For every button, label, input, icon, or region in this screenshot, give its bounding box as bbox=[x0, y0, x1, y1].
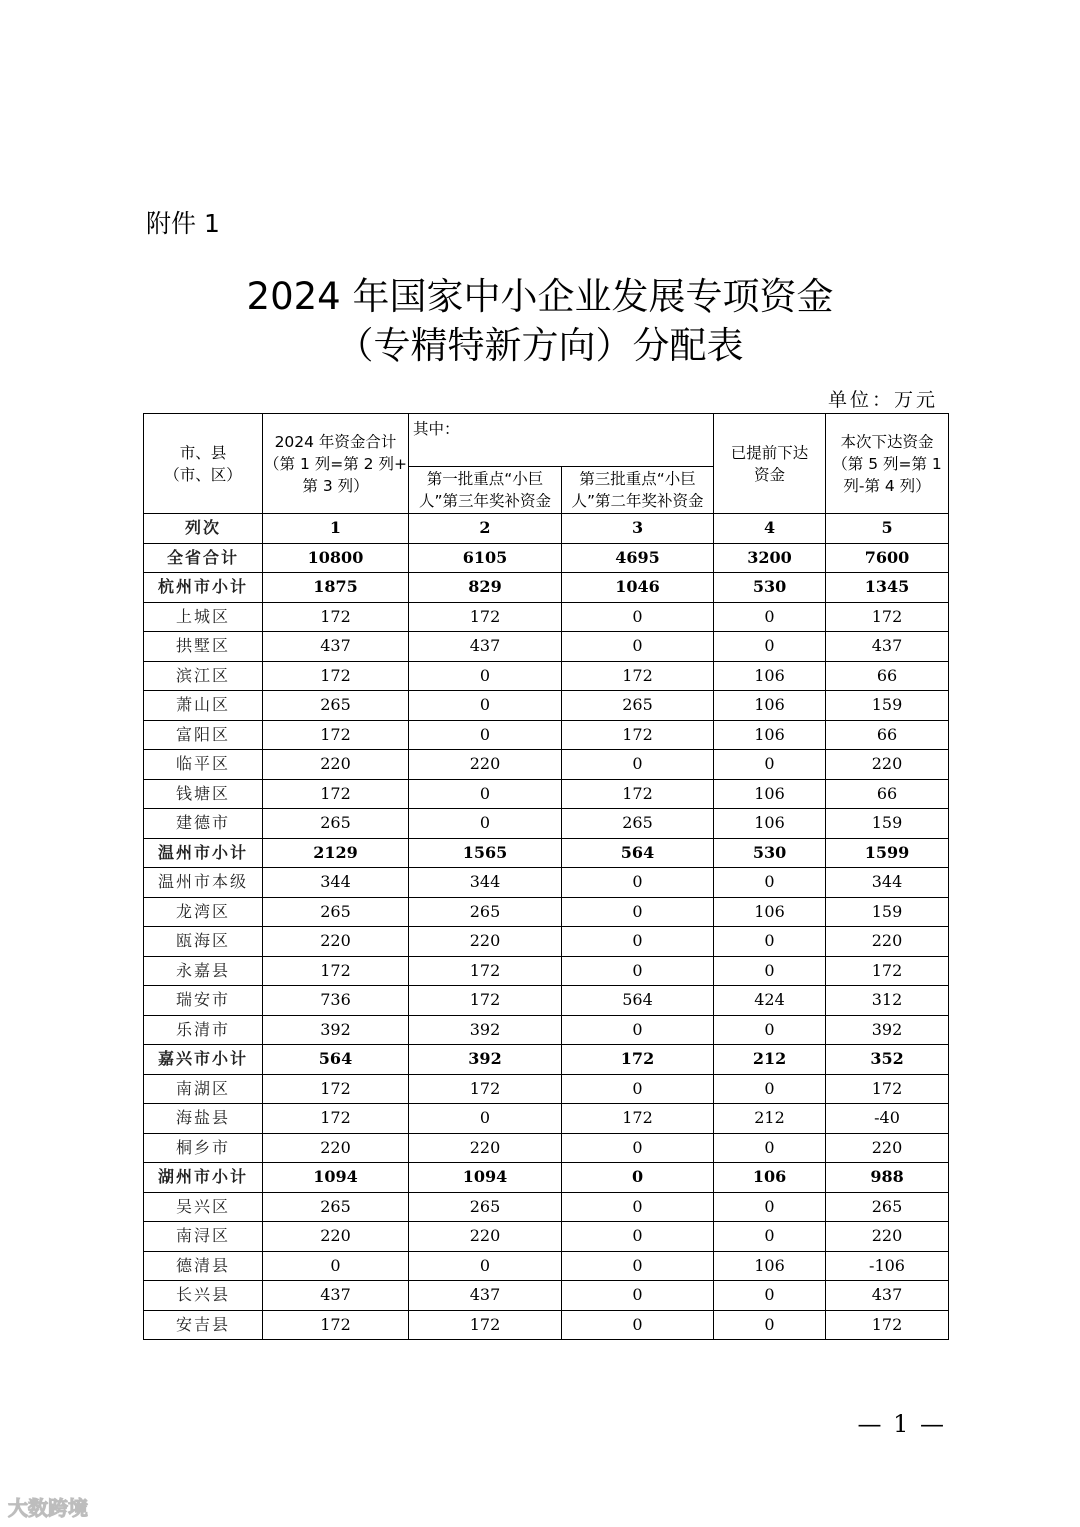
header-col1: 2024 年资金合计 （第 1 列=第 2 列+ 第 3 列） bbox=[263, 414, 409, 514]
document-title-line2: （专精特新方向）分配表 bbox=[336, 324, 744, 367]
table-row bbox=[144, 1281, 949, 1311]
table-row bbox=[144, 720, 949, 750]
page-number: — 1 — bbox=[857, 1410, 946, 1438]
value-cell-col1: 220 bbox=[263, 1222, 409, 1252]
attachment-label: 附件 1 bbox=[146, 209, 220, 238]
value-cell-col5: 1345 bbox=[826, 573, 949, 603]
value-cell-col4: 212 bbox=[714, 1104, 826, 1134]
value-cell-col5: 7600 bbox=[826, 543, 949, 573]
value-cell-col4: 0 bbox=[714, 1192, 826, 1222]
value-cell-col1: 437 bbox=[263, 1281, 409, 1311]
value-cell-col2: 220 bbox=[409, 1222, 562, 1252]
unit-label: 单位：万元 bbox=[827, 389, 938, 411]
value-cell-col1: 265 bbox=[263, 809, 409, 839]
region-name: 滨江区 bbox=[144, 661, 263, 691]
value-cell-col4: 106 bbox=[714, 720, 826, 750]
value-cell-col4: 0 bbox=[714, 602, 826, 632]
value-cell-col4: 106 bbox=[714, 1163, 826, 1193]
region-name: 瑞安市 bbox=[144, 986, 263, 1016]
value-cell-col3: 0 bbox=[562, 750, 714, 780]
value-cell-col5: 265 bbox=[826, 1192, 949, 1222]
value-cell-col5: 66 bbox=[826, 720, 949, 750]
value-cell-col1: 392 bbox=[263, 1015, 409, 1045]
value-cell-col2: 172 bbox=[409, 602, 562, 632]
region-name: 萧山区 bbox=[144, 691, 263, 721]
value-cell-col5: -106 bbox=[826, 1251, 949, 1281]
value-cell-col5: 159 bbox=[826, 809, 949, 839]
value-cell-col1: 736 bbox=[263, 986, 409, 1016]
table-row bbox=[144, 573, 949, 603]
region-name: 瓯海区 bbox=[144, 927, 263, 957]
value-cell-col4: 106 bbox=[714, 1251, 826, 1281]
value-cell-col4: 0 bbox=[714, 1015, 826, 1045]
value-cell-col3: 265 bbox=[562, 809, 714, 839]
value-cell-col1: 220 bbox=[263, 927, 409, 957]
table-row bbox=[144, 543, 949, 573]
region-name: 桐乡市 bbox=[144, 1133, 263, 1163]
value-cell-col5: 172 bbox=[826, 1310, 949, 1340]
value-cell-col3: 4695 bbox=[562, 543, 714, 573]
value-cell-col2: 0 bbox=[409, 809, 562, 839]
value-cell-col5: 392 bbox=[826, 1015, 949, 1045]
value-cell-col2: 0 bbox=[409, 1104, 562, 1134]
table-row bbox=[144, 1192, 949, 1222]
value-cell-col5: 988 bbox=[826, 1163, 949, 1193]
value-cell-col2: 0 bbox=[409, 720, 562, 750]
value-cell-col2: 392 bbox=[409, 1045, 562, 1075]
value-cell-col3: 172 bbox=[562, 1045, 714, 1075]
value-cell-col5: 172 bbox=[826, 602, 949, 632]
table-row bbox=[144, 779, 949, 809]
value-cell-col4: 0 bbox=[714, 927, 826, 957]
index-cell: 2 bbox=[409, 514, 562, 544]
value-cell-col2: 0 bbox=[409, 1251, 562, 1281]
region-name: 建德市 bbox=[144, 809, 263, 839]
header-qizhong: 其中： bbox=[409, 414, 714, 467]
value-cell-col1: 220 bbox=[263, 1133, 409, 1163]
value-cell-col1: 172 bbox=[263, 661, 409, 691]
value-cell-col5: 172 bbox=[826, 956, 949, 986]
table-row bbox=[144, 1222, 949, 1252]
value-cell-col2: 344 bbox=[409, 868, 562, 898]
value-cell-col2: 0 bbox=[409, 691, 562, 721]
value-cell-col4: 3200 bbox=[714, 543, 826, 573]
value-cell-col3: 0 bbox=[562, 1074, 714, 1104]
value-cell-col2: 265 bbox=[409, 1192, 562, 1222]
value-cell-col4: 0 bbox=[714, 868, 826, 898]
value-cell-col5: 172 bbox=[826, 1074, 949, 1104]
table-body bbox=[144, 543, 949, 1340]
region-name: 海盐县 bbox=[144, 1104, 263, 1134]
value-cell-col4: 106 bbox=[714, 779, 826, 809]
value-cell-col2: 437 bbox=[409, 1281, 562, 1311]
value-cell-col2: 220 bbox=[409, 927, 562, 957]
table-row bbox=[144, 1104, 949, 1134]
value-cell-col2: 172 bbox=[409, 1310, 562, 1340]
table-row bbox=[144, 956, 949, 986]
value-cell-col2: 829 bbox=[409, 573, 562, 603]
region-name: 温州市本级 bbox=[144, 868, 263, 898]
value-cell-col5: 352 bbox=[826, 1045, 949, 1075]
watermark-logo: 大数跨境 bbox=[8, 1496, 88, 1520]
value-cell-col1: 172 bbox=[263, 779, 409, 809]
region-name: 富阳区 bbox=[144, 720, 263, 750]
value-cell-col2: 1565 bbox=[409, 838, 562, 868]
document-title-line1: 2024 年国家中小企业发展专项资金 bbox=[246, 275, 834, 318]
value-cell-col3: 0 bbox=[562, 1192, 714, 1222]
region-name: 上城区 bbox=[144, 602, 263, 632]
value-cell-col5: 220 bbox=[826, 1222, 949, 1252]
index-cell: 1 bbox=[263, 514, 409, 544]
index-cell: 列次 bbox=[144, 514, 263, 544]
value-cell-col4: 0 bbox=[714, 956, 826, 986]
value-cell-col2: 1094 bbox=[409, 1163, 562, 1193]
region-name: 临平区 bbox=[144, 750, 263, 780]
value-cell-col5: -40 bbox=[826, 1104, 949, 1134]
value-cell-col4: 0 bbox=[714, 1074, 826, 1104]
value-cell-col1: 265 bbox=[263, 897, 409, 927]
value-cell-col4: 106 bbox=[714, 691, 826, 721]
value-cell-col4: 212 bbox=[714, 1045, 826, 1075]
value-cell-col1: 564 bbox=[263, 1045, 409, 1075]
value-cell-col1: 172 bbox=[263, 1104, 409, 1134]
value-cell-col2: 392 bbox=[409, 1015, 562, 1045]
table-row bbox=[144, 1310, 949, 1340]
region-name: 拱墅区 bbox=[144, 632, 263, 662]
table-row bbox=[144, 838, 949, 868]
value-cell-col5: 220 bbox=[826, 927, 949, 957]
value-cell-col4: 530 bbox=[714, 573, 826, 603]
value-cell-col1: 0 bbox=[263, 1251, 409, 1281]
header-col2: 第一批重点“小巨 人”第三年奖补资金 bbox=[409, 467, 562, 514]
region-name: 温州市小计 bbox=[144, 838, 263, 868]
table-row bbox=[144, 661, 949, 691]
table-row bbox=[144, 1163, 949, 1193]
table-row bbox=[144, 1133, 949, 1163]
table-row bbox=[144, 691, 949, 721]
value-cell-col1: 344 bbox=[263, 868, 409, 898]
region-name: 龙湾区 bbox=[144, 897, 263, 927]
value-cell-col4: 0 bbox=[714, 1222, 826, 1252]
value-cell-col3: 172 bbox=[562, 1104, 714, 1134]
region-name: 永嘉县 bbox=[144, 956, 263, 986]
value-cell-col3: 0 bbox=[562, 927, 714, 957]
value-cell-col2: 172 bbox=[409, 986, 562, 1016]
table-row bbox=[144, 868, 949, 898]
value-cell-col3: 564 bbox=[562, 986, 714, 1016]
value-cell-col5: 1599 bbox=[826, 838, 949, 868]
value-cell-col2: 220 bbox=[409, 750, 562, 780]
table-row bbox=[144, 750, 949, 780]
region-name: 安吉县 bbox=[144, 1310, 263, 1340]
value-cell-col3: 172 bbox=[562, 720, 714, 750]
value-cell-col5: 437 bbox=[826, 632, 949, 662]
table-row bbox=[144, 1045, 949, 1075]
region-name: 南湖区 bbox=[144, 1074, 263, 1104]
value-cell-col3: 0 bbox=[562, 1015, 714, 1045]
value-cell-col5: 66 bbox=[826, 779, 949, 809]
value-cell-col1: 172 bbox=[263, 1074, 409, 1104]
value-cell-col2: 0 bbox=[409, 779, 562, 809]
value-cell-col4: 424 bbox=[714, 986, 826, 1016]
region-name: 嘉兴市小计 bbox=[144, 1045, 263, 1075]
allocation-table bbox=[143, 413, 949, 1340]
value-cell-col1: 265 bbox=[263, 691, 409, 721]
value-cell-col2: 437 bbox=[409, 632, 562, 662]
value-cell-col3: 0 bbox=[562, 632, 714, 662]
value-cell-col5: 437 bbox=[826, 1281, 949, 1311]
table-row bbox=[144, 632, 949, 662]
value-cell-col3: 0 bbox=[562, 897, 714, 927]
table-row bbox=[144, 1251, 949, 1281]
value-cell-col3: 0 bbox=[562, 1281, 714, 1311]
index-cell: 4 bbox=[714, 514, 826, 544]
value-cell-col1: 172 bbox=[263, 1310, 409, 1340]
index-cell: 3 bbox=[562, 514, 714, 544]
value-cell-col4: 0 bbox=[714, 1133, 826, 1163]
region-name: 全省合计 bbox=[144, 543, 263, 573]
value-cell-col3: 172 bbox=[562, 779, 714, 809]
value-cell-col1: 220 bbox=[263, 750, 409, 780]
value-cell-col2: 172 bbox=[409, 1074, 562, 1104]
table-row bbox=[144, 602, 949, 632]
header-col3: 第三批重点“小巨 人”第二年奖补资金 bbox=[562, 467, 714, 514]
value-cell-col3: 265 bbox=[562, 691, 714, 721]
value-cell-col3: 0 bbox=[562, 602, 714, 632]
value-cell-col1: 437 bbox=[263, 632, 409, 662]
region-name: 湖州市小计 bbox=[144, 1163, 263, 1193]
value-cell-col5: 312 bbox=[826, 986, 949, 1016]
value-cell-col5: 159 bbox=[826, 897, 949, 927]
value-cell-col1: 1094 bbox=[263, 1163, 409, 1193]
value-cell-col2: 6105 bbox=[409, 543, 562, 573]
value-cell-col1: 265 bbox=[263, 1192, 409, 1222]
value-cell-col3: 564 bbox=[562, 838, 714, 868]
table-row bbox=[144, 1074, 949, 1104]
value-cell-col3: 0 bbox=[562, 1251, 714, 1281]
value-cell-col5: 344 bbox=[826, 868, 949, 898]
value-cell-col2: 172 bbox=[409, 956, 562, 986]
table-row bbox=[144, 897, 949, 927]
value-cell-col3: 0 bbox=[562, 956, 714, 986]
value-cell-col3: 0 bbox=[562, 868, 714, 898]
header-col4: 已提前下达 资金 bbox=[714, 414, 826, 514]
region-name: 钱塘区 bbox=[144, 779, 263, 809]
header-col5: 本次下达资金 （第 5 列=第 1 列-第 4 列） bbox=[826, 414, 949, 514]
region-name: 吴兴区 bbox=[144, 1192, 263, 1222]
header-city: 市、县 （市、区） bbox=[144, 414, 263, 514]
value-cell-col3: 1046 bbox=[562, 573, 714, 603]
value-cell-col4: 0 bbox=[714, 632, 826, 662]
value-cell-col1: 2129 bbox=[263, 838, 409, 868]
value-cell-col2: 220 bbox=[409, 1133, 562, 1163]
value-cell-col1: 10800 bbox=[263, 543, 409, 573]
index-cell: 5 bbox=[826, 514, 949, 544]
value-cell-col5: 159 bbox=[826, 691, 949, 721]
region-name: 长兴县 bbox=[144, 1281, 263, 1311]
value-cell-col4: 0 bbox=[714, 1310, 826, 1340]
value-cell-col5: 220 bbox=[826, 1133, 949, 1163]
table-row bbox=[144, 1015, 949, 1045]
table-row bbox=[144, 986, 949, 1016]
table-row bbox=[144, 927, 949, 957]
value-cell-col3: 172 bbox=[562, 661, 714, 691]
value-cell-col4: 106 bbox=[714, 661, 826, 691]
value-cell-col4: 106 bbox=[714, 897, 826, 927]
value-cell-col1: 172 bbox=[263, 602, 409, 632]
value-cell-col2: 0 bbox=[409, 661, 562, 691]
value-cell-col1: 172 bbox=[263, 720, 409, 750]
region-name: 杭州市小计 bbox=[144, 573, 263, 603]
value-cell-col5: 66 bbox=[826, 661, 949, 691]
value-cell-col1: 172 bbox=[263, 956, 409, 986]
value-cell-col3: 0 bbox=[562, 1222, 714, 1252]
value-cell-col1: 1875 bbox=[263, 573, 409, 603]
value-cell-col3: 0 bbox=[562, 1163, 714, 1193]
value-cell-col4: 530 bbox=[714, 838, 826, 868]
value-cell-col4: 0 bbox=[714, 750, 826, 780]
region-name: 德清县 bbox=[144, 1251, 263, 1281]
value-cell-col4: 0 bbox=[714, 1281, 826, 1311]
index-row bbox=[144, 514, 949, 544]
header-row bbox=[144, 414, 949, 467]
value-cell-col3: 0 bbox=[562, 1310, 714, 1340]
value-cell-col2: 265 bbox=[409, 897, 562, 927]
value-cell-col4: 106 bbox=[714, 809, 826, 839]
value-cell-col3: 0 bbox=[562, 1133, 714, 1163]
region-name: 乐清市 bbox=[144, 1015, 263, 1045]
table-row bbox=[144, 809, 949, 839]
region-name: 南浔区 bbox=[144, 1222, 263, 1252]
value-cell-col5: 220 bbox=[826, 750, 949, 780]
